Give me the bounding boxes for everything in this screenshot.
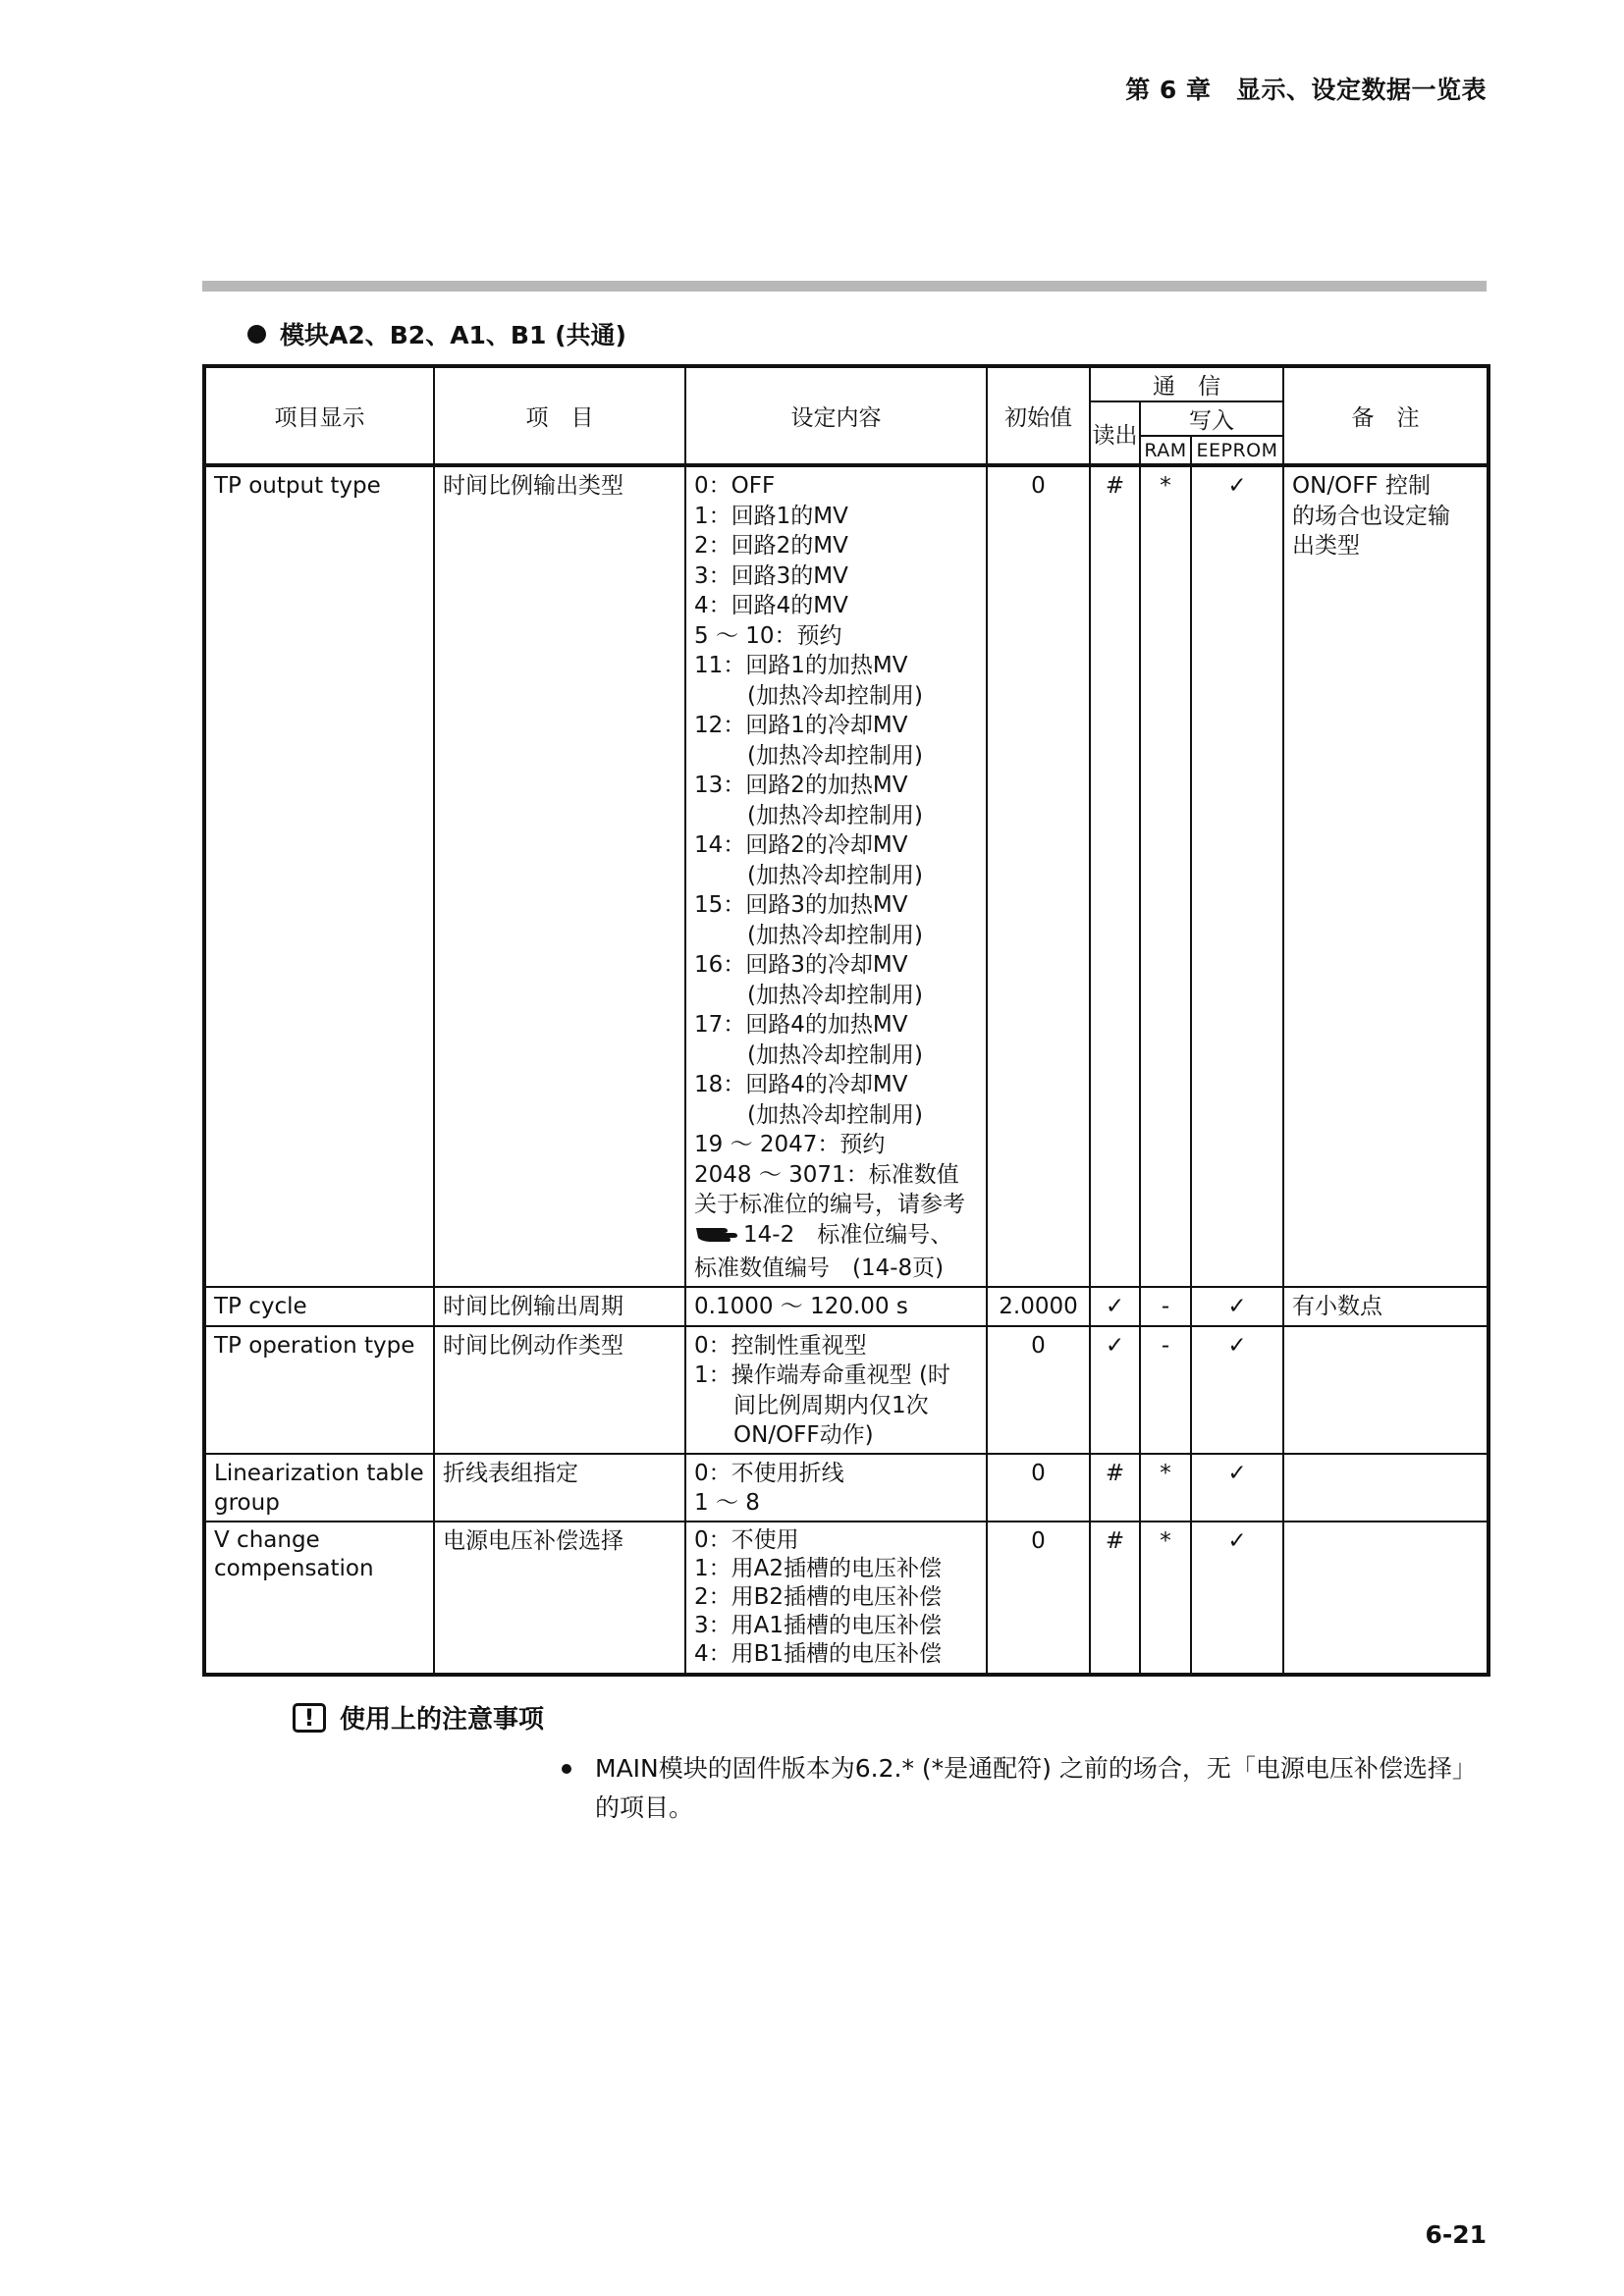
pointing-hand-icon (694, 1222, 739, 1255)
cell-remarks: 有小数点 (1292, 1293, 1383, 1319)
setting-line: 18：回路4的冷却MV (694, 1072, 908, 1097)
setting-line: (加热冷却控制用) (747, 1101, 923, 1128)
settings-table (202, 364, 1490, 1677)
cell-item: 折线表组指定 (443, 1460, 578, 1486)
header-comm: 通 信 (1090, 366, 1283, 401)
cell-initial: 0 (1031, 1332, 1046, 1359)
cell-remarks (1284, 1522, 1487, 1528)
setting-line: 0：控制性重视型 (694, 1332, 867, 1359)
cell-display (206, 1522, 433, 1585)
header-read: 读出 (1090, 401, 1140, 465)
table-row (204, 465, 1489, 1287)
cell-display: TP output type (214, 473, 381, 499)
setting-line: 2048 ～ 3071：标准数值 (694, 1161, 959, 1188)
cell-eeprom: ✓ (1227, 1527, 1247, 1554)
cell-setting (686, 1522, 986, 1671)
setting-line: 14：回路2的冷却MV (694, 832, 908, 858)
setting-line: (加热冷却控制用) (747, 742, 923, 769)
caution-bullet (562, 1749, 1485, 1828)
header-initial: 初始值 (987, 366, 1090, 465)
setting-line: 1：回路1的MV (694, 503, 848, 529)
header-remarks: 备 注 (1283, 366, 1489, 465)
setting-line: 1 ～ 8 (694, 1490, 760, 1516)
cell-initial: 0 (1031, 1460, 1046, 1486)
chapter-header: 第 6 章 显示、设定数据一览表 (1125, 76, 1487, 104)
setting-line: 16：回路3的冷却MV (694, 952, 908, 978)
bullet-dot-icon (562, 1764, 571, 1774)
cell-ram: - (1161, 1293, 1170, 1319)
setting-line: 1：操作端寿命重视型 (时 (694, 1362, 950, 1388)
setting-line: 4：回路4的MV (694, 593, 848, 618)
header-item: 项 目 (434, 366, 685, 465)
remarks-line: ON/OFF 控制 (1292, 473, 1431, 499)
caution-heading (293, 1699, 544, 1735)
cell-setting: 0.1000 ～ 120.00 s (694, 1293, 908, 1319)
setting-line: (加热冷却控制用) (747, 802, 923, 828)
cell-remarks (1284, 467, 1487, 563)
cell-setting (686, 1327, 986, 1453)
cell-eeprom: ✓ (1227, 1293, 1247, 1319)
display-line: Linearization table (214, 1460, 424, 1486)
setting-line: 13：回路2的加热MV (694, 773, 908, 798)
exclamation-icon: ! (293, 1703, 326, 1733)
table-row (204, 1326, 1489, 1454)
cell-setting (686, 1455, 986, 1521)
header-item-display: 项目显示 (204, 366, 434, 465)
cell-initial: 0 (1031, 473, 1046, 499)
setting-line: 1：用A2插槽的电压补偿 (694, 1555, 943, 1581)
cell-eeprom: ✓ (1227, 473, 1247, 499)
cell-initial: 2.0000 (999, 1293, 1078, 1319)
table-row (204, 1454, 1489, 1522)
reference-link[interactable] (694, 1220, 978, 1255)
setting-line: (加热冷却控制用) (747, 982, 923, 1008)
cell-item: 时间比例输出周期 (443, 1293, 623, 1319)
cell-ram: * (1160, 1527, 1171, 1554)
header-setting: 设定内容 (685, 366, 987, 465)
cell-initial: 0 (1031, 1527, 1046, 1554)
setting-line: 12：回路1的冷却MV (694, 713, 908, 738)
cell-setting (686, 467, 986, 1286)
setting-line: 0：OFF (694, 473, 776, 499)
setting-line: (加热冷却控制用) (747, 862, 923, 888)
setting-line: 2：回路2的MV (694, 533, 848, 559)
setting-line: 2：用B2插槽的电压补偿 (694, 1583, 943, 1610)
cell-read: # (1105, 1527, 1125, 1554)
cell-read: # (1105, 473, 1125, 499)
cell-read: ✓ (1105, 1332, 1125, 1359)
setting-line: 5 ～ 10：预约 (694, 622, 842, 649)
table-row (204, 1522, 1489, 1675)
cell-display: TP cycle (214, 1293, 307, 1319)
setting-line: 17：回路4的加热MV (694, 1012, 908, 1038)
setting-line: 19 ～ 2047：预约 (694, 1132, 886, 1157)
bullet-dot-icon (247, 325, 266, 344)
setting-line: 关于标准位的编号，请参考 (694, 1192, 965, 1217)
setting-line: (加热冷却控制用) (747, 922, 923, 948)
header-ram: RAM (1140, 436, 1191, 465)
cell-display (206, 1455, 433, 1521)
reference-text: 14-2 标准位编号、 (743, 1221, 953, 1248)
header-write: 写入 (1140, 401, 1283, 436)
cell-ram: * (1160, 473, 1171, 499)
setting-line: 3：回路3的MV (694, 562, 848, 589)
cell-ram: * (1160, 1460, 1171, 1486)
cell-display: TP operation type (214, 1332, 415, 1359)
table-row (204, 1287, 1489, 1326)
page-number: 6-21 (1425, 2220, 1487, 2249)
remarks-line: 出类型 (1292, 533, 1361, 559)
cell-remarks (1284, 1327, 1487, 1333)
section-title (247, 316, 626, 351)
setting-line: 15：回路3的加热MV (694, 892, 908, 918)
cell-eeprom: ✓ (1227, 1332, 1247, 1359)
display-line: V change (214, 1526, 320, 1553)
setting-line: (加热冷却控制用) (747, 682, 923, 709)
setting-line: 3：用A1插槽的电压补偿 (694, 1612, 943, 1638)
cell-read: ✓ (1105, 1293, 1125, 1319)
cell-remarks (1284, 1455, 1487, 1461)
setting-line: ON/OFF动作) (733, 1422, 874, 1448)
section-title-text: 模块A2、B2、A1、B1 (共通) (280, 321, 626, 349)
caution-text: MAIN模块的固件版本为6.2.* (*是通配符) 之前的场合，无「电源电压补偿选择」的项目。 (595, 1754, 1477, 1822)
caution-title: 使用上的注意事项 (340, 1705, 545, 1735)
cell-item: 电源电压补偿选择 (443, 1527, 623, 1554)
display-line: group (214, 1490, 280, 1516)
header-eeprom: EEPROM (1191, 436, 1283, 465)
section-divider (202, 281, 1487, 292)
cell-item: 时间比例动作类型 (443, 1332, 623, 1359)
setting-line: (加热冷却控制用) (747, 1041, 923, 1068)
cell-eeprom: ✓ (1227, 1460, 1247, 1486)
setting-line: 4：用B1插槽的电压补偿 (694, 1640, 943, 1667)
setting-line: 0：不使用 (694, 1526, 799, 1553)
setting-line: 间比例周期内仅1次 (733, 1392, 929, 1418)
setting-line: 标准数值编号 (14-8页) (694, 1255, 945, 1281)
setting-line: 11：回路1的加热MV (694, 653, 908, 678)
setting-line: 0：不使用折线 (694, 1460, 844, 1486)
cell-ram: - (1161, 1332, 1170, 1359)
remarks-line: 的场合也设定输 (1292, 503, 1451, 529)
cell-item: 时间比例输出类型 (443, 473, 623, 499)
cell-read: # (1105, 1460, 1125, 1486)
display-line: compensation (214, 1555, 374, 1581)
